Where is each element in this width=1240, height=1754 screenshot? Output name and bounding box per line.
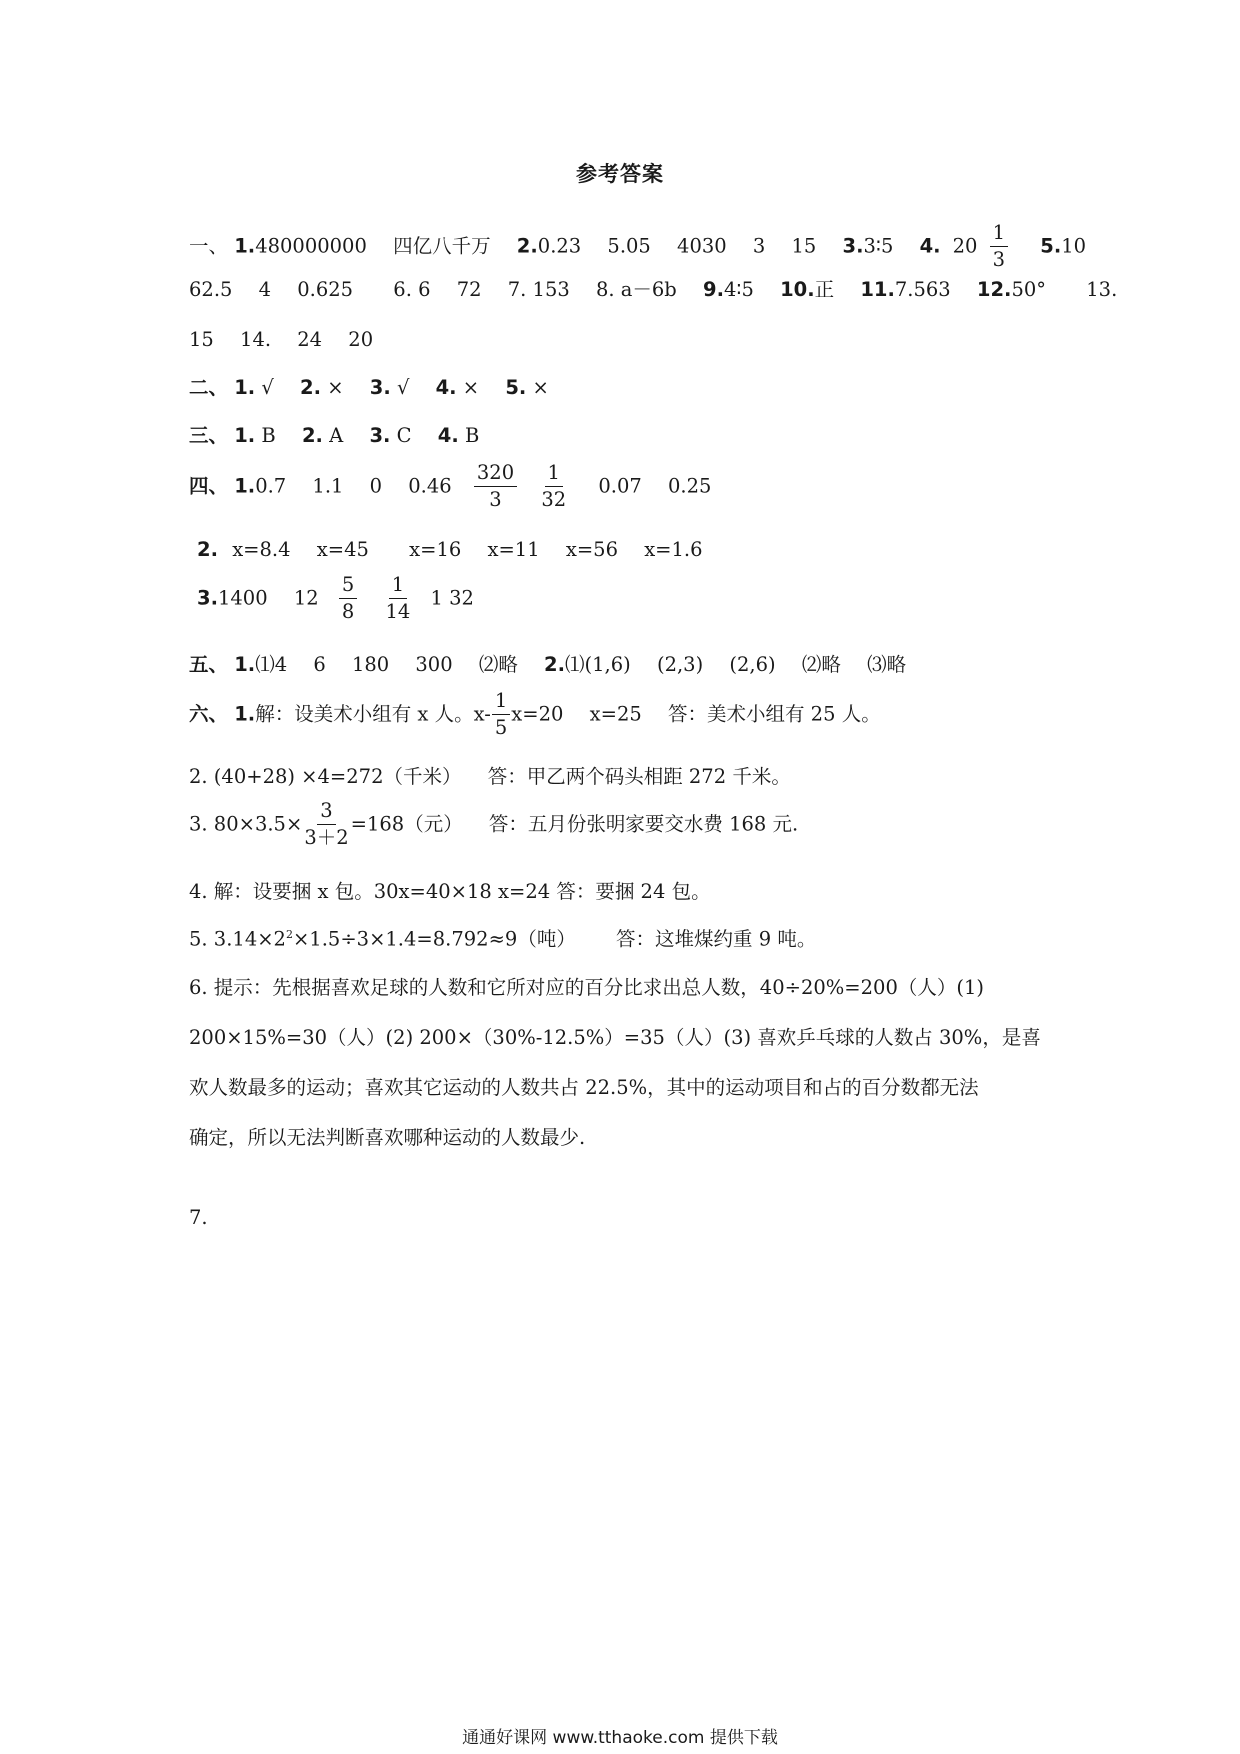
- answer-text: 答：五月份张明家要交水费 168 元.: [488, 812, 799, 836]
- answer-value: ⑵略: [801, 653, 841, 676]
- item-number: 1.: [234, 474, 256, 498]
- fraction: [339, 574, 357, 624]
- answer-value: 15: [791, 234, 817, 258]
- fraction-denominator: 8: [341, 600, 355, 624]
- solution-text: ×1.5÷3×1.4=8.792≈9（吨）: [292, 927, 576, 951]
- section-2: [189, 378, 549, 398]
- fraction: [385, 574, 410, 624]
- answer-text: 答：这堆煤约重 9 吨。: [616, 927, 817, 951]
- solution-text: 解：设美术小组有 x 人。x-: [255, 702, 491, 726]
- answer-value: 4030: [677, 234, 727, 258]
- answer-value: 四亿八千万: [393, 234, 491, 258]
- answer-value: 32: [449, 586, 474, 610]
- section-6-item-6-line-2: 200×15%=30（人）(2) 200×（30%-12.5%）=35（人）(3) 喜欢乒乓球的人数占 30%，是喜: [189, 1026, 1041, 1049]
- fraction-numerator: 1: [492, 690, 510, 715]
- section-6-item-5: [189, 929, 816, 949]
- fraction-numerator: 1: [545, 462, 563, 487]
- item-number: 4.: [919, 234, 941, 258]
- item-number: 1.: [234, 376, 256, 399]
- section-6-item-6-line-3: 欢人数最多的运动；喜欢其它运动的人数共占 22.5%，其中的运动项目和占的百分数都无法: [189, 1076, 979, 1099]
- answer-value: B: [261, 424, 276, 447]
- answer-value: x=45: [316, 538, 369, 561]
- fraction: [474, 462, 517, 512]
- answer-value: 0.625: [297, 278, 354, 301]
- section-6-item-2: [189, 767, 791, 787]
- answer-value: 20: [348, 328, 374, 351]
- exponent: 2: [285, 928, 293, 941]
- answer-text: 答：甲乙两个码头相距 272 千米。: [487, 765, 791, 788]
- answer-value: 6: [313, 653, 326, 676]
- item-number: 4.: [437, 424, 459, 447]
- answer-value: 4∶5: [723, 278, 754, 301]
- section-6-item-7: 7.: [189, 1206, 208, 1229]
- answer-value: B: [464, 424, 480, 447]
- fraction-denominator: 3: [489, 488, 502, 512]
- section-1-line-2: [189, 280, 1117, 300]
- item-number: 2.: [516, 234, 538, 258]
- answer-value: 4: [258, 278, 272, 301]
- answer-value: 20: [952, 234, 978, 258]
- item-number: 5.: [505, 376, 527, 399]
- answer-value: x=1.6: [644, 538, 703, 561]
- item-number: 2.: [300, 376, 322, 399]
- section-6-item-6-line-4: 确定，所以无法判断喜欢哪种运动的人数最少.: [189, 1126, 586, 1149]
- solution-text: 4. 解：设要捆 x 包。30x=40×18 x=24 答：要捆 24 包。: [189, 880, 711, 903]
- answer-value: (2,3): [656, 653, 704, 676]
- page-title: 参考答案: [576, 162, 664, 186]
- fraction-denominator: 3: [992, 248, 1006, 272]
- answer-value: ⑶略: [867, 653, 907, 676]
- answer-value: 8. a－6b: [595, 278, 677, 301]
- section-4-line-2: [197, 540, 703, 560]
- answer-value: 3: [752, 234, 766, 258]
- section-1-line-3: [189, 330, 373, 350]
- answer-value: 24: [297, 328, 323, 351]
- item-number: 10.: [780, 278, 815, 301]
- answer-value: 62.5: [189, 278, 233, 301]
- answer-value: ⑴(1,6): [565, 653, 631, 676]
- answer-value: 15: [189, 328, 214, 351]
- answer-value: 180: [351, 653, 390, 676]
- solution-text: 3. 80×3.5×: [189, 812, 303, 836]
- section-5: [189, 655, 906, 675]
- item-number: 1.: [234, 702, 256, 726]
- fraction: [990, 222, 1008, 272]
- answer-value: 0.46: [408, 474, 452, 498]
- answer-value: x=56: [565, 538, 618, 561]
- fraction: [304, 800, 348, 850]
- answer-value: 7. 153: [507, 278, 570, 301]
- fraction-denominator: 32: [541, 488, 567, 512]
- answer-value: x=8.4: [232, 538, 291, 561]
- answer-value: 7.563: [894, 278, 951, 301]
- section-6-item-1: [189, 690, 881, 740]
- section-6-label: 六、: [189, 702, 229, 726]
- answer-value: ×: [532, 376, 549, 399]
- answer-value: 13.: [1086, 278, 1118, 301]
- section-1-line-1: [189, 222, 1086, 272]
- answer-value: (2,6): [729, 653, 776, 676]
- answer-value: √: [261, 376, 274, 399]
- answer-value: ⑴4: [255, 653, 288, 676]
- answer-value: 3∶5: [863, 234, 894, 258]
- fraction-denominator: 5: [494, 716, 508, 740]
- fraction-numerator: 1: [389, 574, 407, 599]
- answer-value: 1.1: [312, 474, 344, 498]
- answer-value: 0: [369, 474, 383, 498]
- section-6-item-3: [189, 800, 798, 850]
- fraction: [492, 690, 510, 740]
- item-number: 2.: [544, 653, 566, 676]
- solution-text: =168（元）: [350, 812, 463, 836]
- solution-text: 5. 3.14×2: [189, 927, 286, 951]
- answer-value: 50°: [1011, 278, 1047, 301]
- answer-value: 0.07: [598, 474, 642, 498]
- section-2-label: 二、: [189, 376, 229, 399]
- answer-value: 0.7: [255, 474, 287, 498]
- item-number: 1.: [234, 653, 256, 676]
- fraction-numerator: 5: [339, 574, 357, 599]
- section-5-label: 五、: [189, 653, 229, 676]
- answer-value: 6. 6: [393, 278, 431, 301]
- item-number: 4.: [435, 376, 457, 399]
- section-4-line-1: [189, 462, 711, 512]
- section-6-item-6-line-1: 6. 提示：先根据喜欢足球的人数和它所对应的百分比求出总人数，40÷20%=200（人）(1): [189, 976, 984, 999]
- item-number: 3.: [197, 586, 218, 610]
- item-number: 2.: [197, 538, 218, 561]
- answer-value: 0.25: [667, 474, 712, 498]
- section-4-label: 四、: [189, 474, 229, 498]
- answer-value: 72: [456, 278, 482, 301]
- answer-value: ⑵略: [478, 653, 518, 676]
- section-6-item-4: [189, 882, 711, 902]
- answer-value: A: [329, 424, 344, 447]
- answer-value: 300: [415, 653, 453, 676]
- fraction-denominator: 3＋2: [304, 826, 349, 850]
- answer-value: 12: [293, 586, 319, 610]
- answer-value: ×: [462, 376, 480, 399]
- section-3: [189, 426, 479, 446]
- fraction-numerator: 3: [317, 800, 335, 825]
- answer-value: 480000000: [255, 234, 367, 258]
- answer-value: 0.23: [537, 234, 582, 258]
- section-4-line-3: [197, 574, 474, 624]
- answer-value: 10: [1061, 234, 1087, 258]
- item-number: 11.: [860, 278, 895, 301]
- item-number: 3.: [369, 424, 391, 447]
- footer-source: 通通好课网 www.tthaoke.com 提供下载: [462, 1728, 778, 1748]
- item-number: 3.: [842, 234, 864, 258]
- answer-value: 正: [814, 278, 835, 301]
- answer-value: x=16: [409, 538, 462, 561]
- answer-value: C: [396, 424, 412, 447]
- item-number: 2.: [301, 424, 323, 447]
- answer-value: ×: [327, 376, 344, 399]
- solution-text: 2. (40+28) ×4=272（千米）: [189, 765, 462, 788]
- solution-text: x=25: [589, 702, 642, 726]
- item-number: 9.: [703, 278, 724, 301]
- item-number: 5.: [1040, 234, 1062, 258]
- solution-text: x=20: [511, 702, 564, 726]
- fraction-denominator: 14: [385, 600, 411, 624]
- answer-text: 答：美术小组有 25 人。: [667, 702, 881, 726]
- answer-value: √: [396, 376, 410, 399]
- item-number: 12.: [976, 278, 1012, 301]
- item-number: 3.: [369, 376, 391, 399]
- answer-value: 1: [430, 586, 443, 610]
- answer-value: x=11: [487, 538, 540, 561]
- answer-value: 1400: [217, 586, 268, 610]
- section-1-label: 一、: [189, 234, 229, 258]
- answer-value: 5.05: [607, 234, 651, 258]
- answer-value: 14.: [240, 328, 272, 351]
- item-number: 1.: [234, 234, 256, 258]
- item-number: 1.: [234, 424, 256, 447]
- fraction: [541, 462, 566, 512]
- fraction-numerator: 320: [474, 462, 517, 487]
- fraction-numerator: 1: [990, 222, 1008, 247]
- section-3-label: 三、: [189, 424, 229, 447]
